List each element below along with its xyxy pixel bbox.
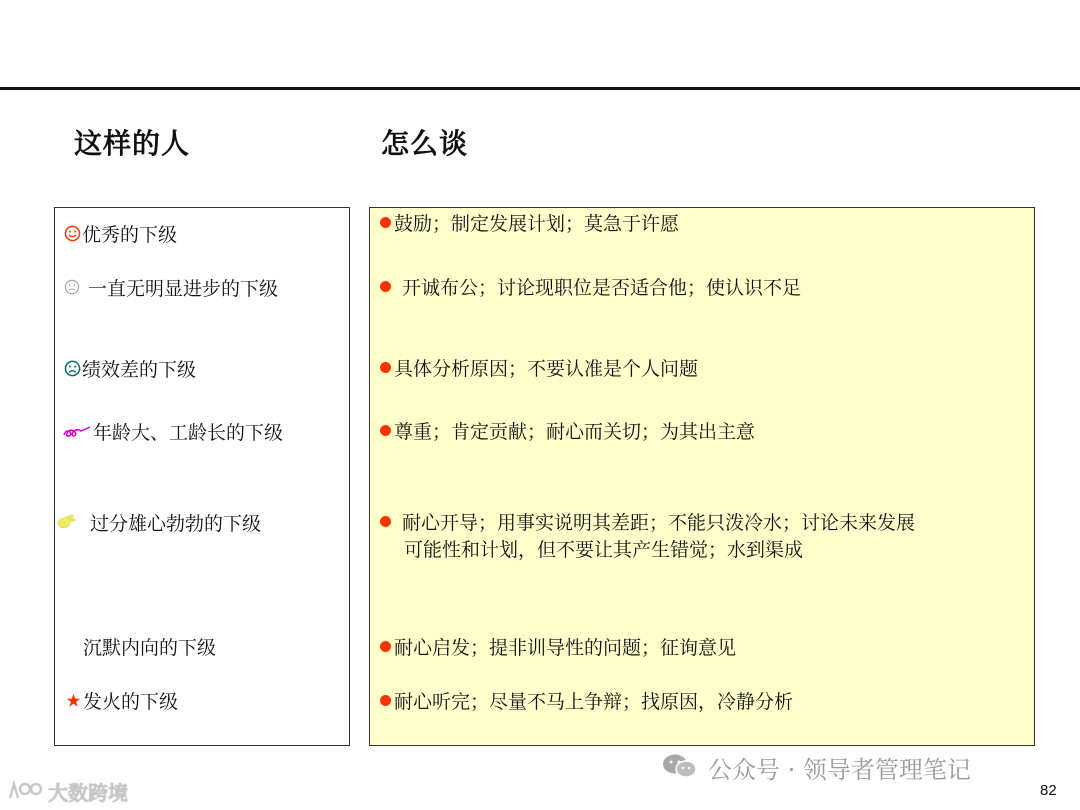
logo-text: 大数跨境 bbox=[48, 781, 128, 805]
advice-text: 耐心听完；尽量不马上争辩；找原因，冷静分析 bbox=[394, 691, 794, 713]
smile-face-icon bbox=[64, 225, 81, 246]
wechat-icon bbox=[660, 752, 700, 784]
list-item-person bbox=[64, 279, 278, 299]
bullet-dot bbox=[380, 516, 391, 527]
bullet-dot bbox=[380, 695, 391, 706]
person-label: 沉默内向的下级 bbox=[83, 637, 217, 659]
list-item-advice bbox=[380, 510, 915, 564]
watermark bbox=[660, 750, 971, 785]
advice-text: 耐心启发；提非训导性的问题；征询意见 bbox=[394, 637, 737, 659]
left-column-title: 这样的人 bbox=[74, 127, 191, 160]
list-item-advice bbox=[380, 356, 698, 383]
advice-text: 尊重；肯定贡献；耐心而关切；为其出主意 bbox=[394, 421, 756, 443]
advice-text: 鼓励；制定发展计划；莫急于许愿 bbox=[394, 213, 680, 235]
pointing-hand-icon bbox=[56, 513, 78, 535]
advice-text: 开诚布公；讨论现职位是否适合他；使认识不足 bbox=[402, 277, 802, 299]
glasses-icon bbox=[62, 423, 92, 443]
bullet-dot bbox=[380, 217, 391, 228]
list-item-person bbox=[64, 225, 177, 246]
advice-text: 耐心开导；用事实说明其差距；不能只泼冷水；讨论未来发展 bbox=[402, 512, 916, 534]
person-label: 优秀的下级 bbox=[82, 224, 178, 246]
brand-logo bbox=[6, 777, 128, 806]
list-item-person bbox=[64, 360, 196, 381]
bullet-dot bbox=[380, 425, 391, 436]
list-item-person bbox=[66, 693, 178, 712]
list-item-advice bbox=[380, 275, 801, 302]
list-item-person bbox=[56, 513, 261, 535]
list-item-advice bbox=[380, 419, 755, 446]
logo-mark-icon bbox=[6, 778, 44, 805]
top-divider bbox=[0, 87, 1080, 90]
advice-text: 具体分析原因；不要认准是个人问题 bbox=[394, 358, 699, 380]
person-label: 一直无明显进步的下级 bbox=[88, 277, 279, 300]
list-item-advice bbox=[380, 211, 679, 238]
watermark-text: 公众号 · 领导者管理笔记 bbox=[708, 756, 971, 784]
person-label: 绩效差的下级 bbox=[82, 359, 197, 381]
list-item-advice bbox=[380, 635, 736, 662]
list-item-advice bbox=[380, 689, 793, 716]
advice-text-continuation: 可能性和计划，但不要让其产生错觉；水到渠成 bbox=[404, 539, 804, 561]
right-column-title: 怎么谈 bbox=[381, 127, 469, 160]
sad-face-icon bbox=[64, 360, 81, 381]
page-number: 82 bbox=[1040, 782, 1057, 799]
list-item-person bbox=[83, 639, 216, 658]
bullet-dot bbox=[380, 281, 391, 292]
star-icon bbox=[66, 693, 81, 712]
gray-neutral-face-icon bbox=[64, 279, 80, 299]
bullet-dot bbox=[380, 362, 391, 373]
person-label: 过分雄心勃勃的下级 bbox=[90, 512, 262, 535]
list-item-person bbox=[62, 423, 283, 443]
person-label: 发火的下级 bbox=[83, 691, 179, 713]
person-label: 年龄大、工龄长的下级 bbox=[93, 421, 284, 444]
bullet-dot bbox=[380, 641, 391, 652]
